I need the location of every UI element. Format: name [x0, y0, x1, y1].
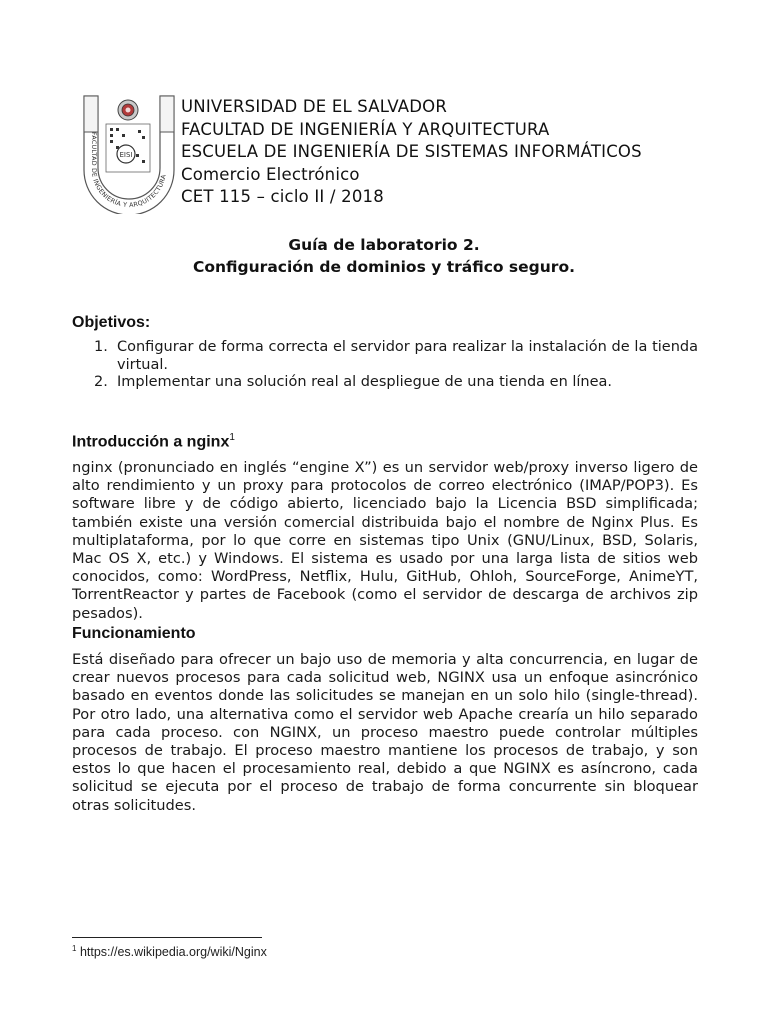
list-item-text: Configurar de forma correcta el servidor para realizar la instalación de la tienda virtual. [117, 339, 698, 373]
list-item-text: Implementar una solución real al despliegue de una tienda en línea. [117, 374, 613, 390]
guide-title-line1: Guía de laboratorio 2. [288, 236, 480, 254]
footnote-separator [72, 937, 262, 938]
guide-title [0, 234, 768, 278]
logo-badge: EISI [119, 151, 133, 159]
footnote-reference[interactable]: 1 [229, 432, 235, 443]
objectives-list [72, 339, 698, 392]
guide-title-line2: Configuración de dominios y tráfico seguro. [193, 258, 575, 276]
header-line: UNIVERSIDAD DE EL SALVADOR [181, 97, 448, 116]
logo-arc-text: FACULTAD DE INGENIERÍA Y ARQUITECTURA [89, 132, 168, 210]
funcionamiento-heading: Funcionamiento [72, 625, 196, 642]
funcionamiento-paragraph: Está diseñado para ofrecer un bajo uso de memoria y alta concurrencia, en lugar de crear nuevos procesos para cada solicitud web, NGINX usa un enfoque asincrónico basado en eventos donde las solicitudes se manejan en un solo hilo (single-thread). Por otro lado, una alternativa como el servidor web Apache crearía un hilo separado para cada proceso. con NGINX, un proceso maestro puede controlar múltiples procesos de trabajo. El proceso maestro mantiene los procesos de trabajo, y son estos lo que hacen el procesamiento real, debido a que NGINX es asíncrono, cada solicitud se ejecuta por el proceso de trabajo de forma concurrente sin bloquear otras solicitudes. [72, 651, 698, 814]
header-line: ESCUELA DE INGENIERÍA DE SISTEMAS INFORMÁTICOS [181, 142, 642, 161]
header-line: CET 115 – ciclo II / 2018 [181, 187, 384, 206]
intro-heading-text: Introducción a nginx [72, 433, 230, 451]
objectives-heading: Objetivos: [72, 314, 151, 331]
list-item-number: 1. [94, 339, 108, 355]
list-item-number: 2. [94, 374, 108, 390]
footnote-number: 1 [72, 944, 77, 953]
intro-heading [72, 432, 235, 451]
institution-header [181, 96, 642, 209]
header-line: FACULTAD DE INGENIERÍA Y ARQUITECTURA [181, 119, 550, 139]
footnote-link[interactable]: https://es.wikipedia.org/wiki/Nginx [79, 945, 267, 960]
footnote [72, 944, 267, 959]
intro-paragraph: nginx (pronunciado en inglés “engine X”) es un servidor web/proxy inverso ligero de alto rendimiento y un proxy para protocolos de correo electrónico (IMAP/POP3). Es software libre y de código abierto, licenciado bajo la Licencia BSD simplificada; también existe una versión comercial distribuida bajo el nombre de Nginx Plus. Es multiplataforma, por lo que corre en sistemas tipo Unix (GNU/Linux, BSD, Solaris, Mac OS X, etc.) y Windows. El sistema es usado por una larga lista de sitios web conocidos, como: WordPress, Netflix, Hulu, GitHub, Ohloh, SourceForge, AnimeYT, TorrentReactor y partes de Facebook (como el servidor de descarga de archivos zip pesados). [72, 459, 698, 622]
university-logo [80, 92, 178, 214]
header-line: Comercio Electrónico [181, 164, 360, 184]
list-item [72, 374, 698, 392]
list-item [72, 339, 698, 374]
